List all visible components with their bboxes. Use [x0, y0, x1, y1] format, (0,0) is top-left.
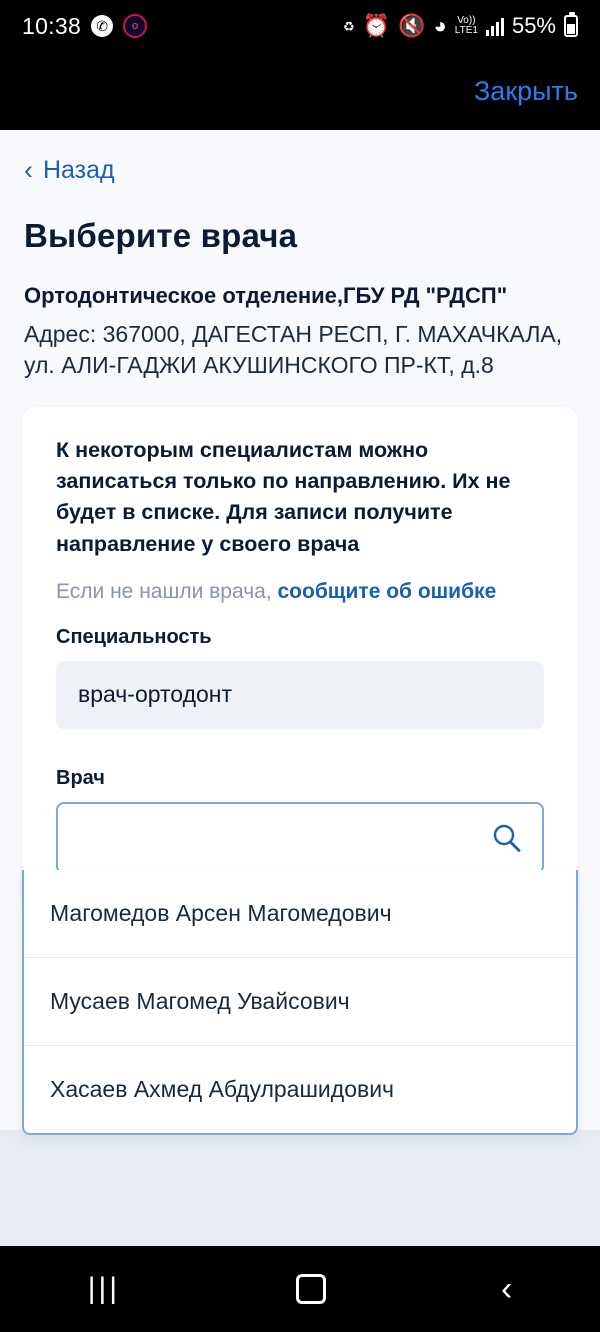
- doctor-options-dropdown: [22, 870, 578, 1135]
- doctor-search-input[interactable]: [78, 824, 490, 851]
- alarm-icon: ⏰: [362, 13, 391, 38]
- chevron-left-icon: ‹: [24, 155, 33, 185]
- battery-percent: 55%: [511, 13, 556, 38]
- status-clock: 10:38: [22, 12, 82, 39]
- list-item[interactable]: Магомедов Арсен Магомедович: [50, 899, 392, 926]
- page-content: [0, 130, 600, 1246]
- status-bar: [0, 0, 600, 52]
- home-button[interactable]: [296, 1274, 326, 1304]
- battery-saver-icon: ♻: [343, 18, 355, 34]
- close-button[interactable]: Закрыть: [474, 75, 578, 106]
- whatsapp-icon: ✆: [91, 15, 113, 37]
- battery-icon: [564, 15, 578, 37]
- list-item[interactable]: Хасаев Ахмед Абдулрашидович: [24, 1045, 576, 1133]
- volte-top-label: Vo)): [457, 14, 476, 26]
- speciality-label: Специальность: [56, 625, 212, 648]
- android-nav-bar: [0, 1246, 600, 1332]
- page-title: Выберите врача: [24, 217, 298, 254]
- report-error-link[interactable]: сообщите об ошибке: [277, 579, 497, 603]
- doctor-label: Врач: [56, 766, 105, 789]
- back-label: Назад: [43, 156, 115, 184]
- ozon-icon: O: [123, 14, 147, 38]
- status-bar-left: [22, 13, 147, 40]
- doctor-combobox: [50, 802, 544, 1102]
- signal-bars-icon: [486, 16, 504, 36]
- speciality-value: врач-ортодонт: [78, 681, 233, 708]
- page-bottom-filler: [0, 1130, 600, 1246]
- error-report-hint: [56, 580, 544, 604]
- mute-icon: 🔇: [398, 13, 426, 38]
- status-bar-right: [343, 13, 578, 39]
- speciality-select[interactable]: [56, 661, 544, 729]
- department-address: Адрес: 367000, ДАГЕСТАН РЕСП, Г. МАХАЧКАЛА, ул. АЛИ-ГАДЖИ АКУШИНСКОГО ПР-КТ, д.8: [24, 321, 563, 379]
- system-back-button[interactable]: ‹: [500, 1270, 513, 1308]
- search-icon[interactable]: [490, 822, 522, 854]
- network-label: LTE1: [454, 25, 478, 36]
- volte-icon: [455, 16, 478, 37]
- department-name: Ортодонтическое отделение,ГБУ РД "РДСП": [24, 283, 508, 308]
- booking-card: [22, 407, 578, 1102]
- list-item[interactable]: Мусаев Магомед Увайсович: [24, 957, 576, 1045]
- recents-button[interactable]: |||: [87, 1272, 121, 1305]
- browser-top-bar: [0, 52, 600, 130]
- doctor-search-field[interactable]: [56, 802, 544, 874]
- back-button[interactable]: [0, 130, 600, 195]
- error-report-hint-text: Если не нашли врача,: [56, 579, 278, 603]
- wifi-icon: ◕: [433, 13, 447, 38]
- referral-notice: К некоторым специалистам можно записаться только по направлению. Их не будет в списке. Для записи получите направление у своего врача: [56, 438, 511, 556]
